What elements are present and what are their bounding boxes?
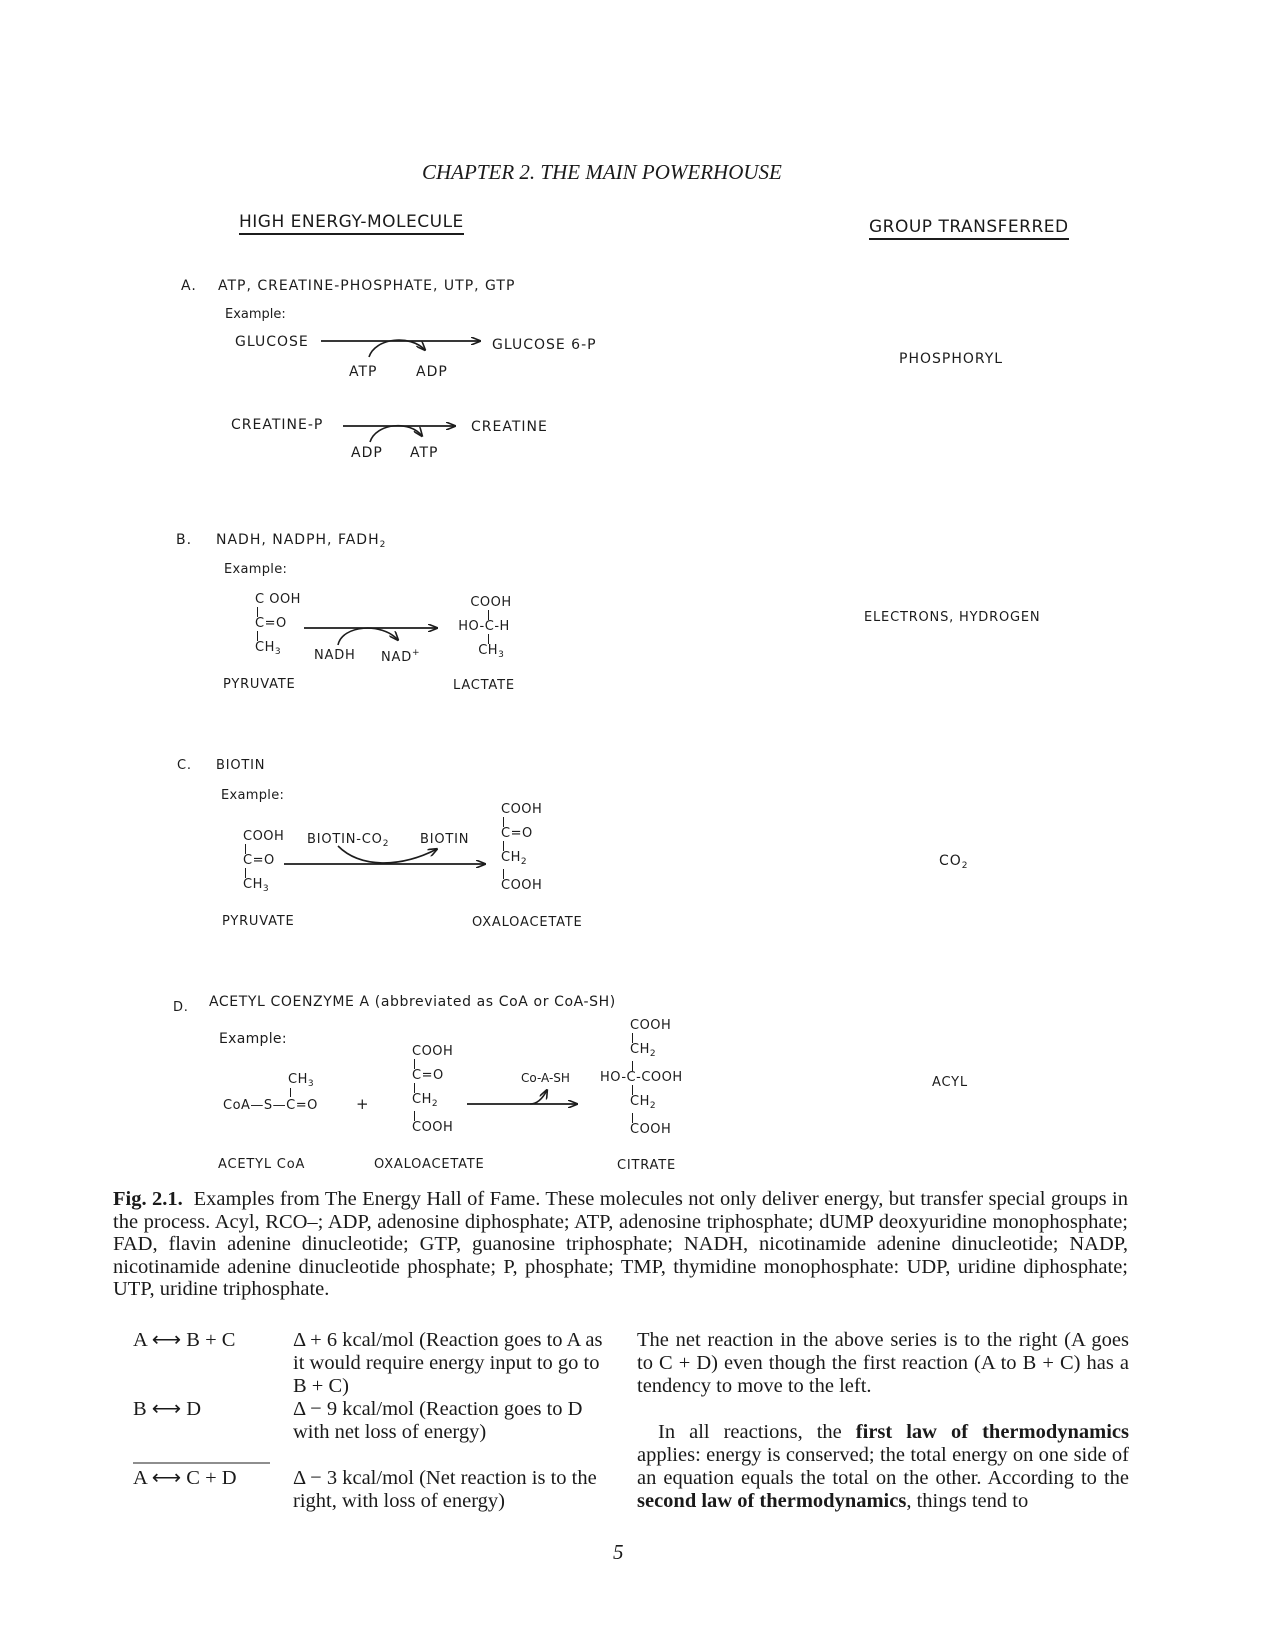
cofactor-atp-label-2: ATP [410,445,439,461]
cofactor-atp-label: ATP [349,364,378,380]
curve-atp-adp [369,340,425,357]
figure-caption [113,1188,1128,1301]
plus-sign: + [356,1095,370,1113]
second-law-term: second law of thermodynamics [637,1490,907,1512]
structure-line: COOH [501,878,543,893]
right-column-heading: GROUP TRANSFERRED [869,217,1069,240]
superscript: + [412,648,420,658]
subscript: 3 [262,884,269,894]
cofactor-nadh-label: NADH [314,648,356,663]
group-co2-text: CO [939,853,962,869]
structure-line: COOH [243,829,285,844]
page-number: 5 [613,1540,624,1564]
subscript: 2 [382,839,389,849]
figure-caption-text: Examples from The Energy Hall of Fame. These molecules not only deliver energy, but transfer special groups in the process. Acyl, RCO–; ADP, adenosine diphosphate; ATP, adenosine triphosphate; dUMP deoxyuridine monophosphate; FAD, flavin adenine dinucleotide; GTP, guanosine triphosphate; NADH, nicotinamide adenine dinucleotide; NADP, nicotinamide adenine dinucleotide phosphate; P, phosphate; TMP, thymidine monophosphate: UDP, uridine diphosphate; UTP, uridine triphosphate. [113,1188,1129,1300]
structure-text: CH [478,643,499,658]
subscript: 2 [961,861,968,871]
body-paragraph-2 [637,1421,1129,1513]
cofactor-nad-label [381,648,420,665]
first-law-term: first law of thermodynamics [855,1421,1129,1443]
section-b-molecules-text: NADH, NADPH, FADH [216,532,380,548]
acetyl-coa-structure: CoA—S—C=O [223,1098,318,1113]
structure-line [255,641,301,659]
cofactor-nad-text: NAD [381,650,413,665]
group-electrons-hydrogen: ELECTRONS, HYDROGEN [864,610,1041,625]
curve-nadh-nad [338,628,398,645]
section-c-letter: C. [177,758,192,773]
subscript: 2 [379,540,386,550]
equation-3-reaction: A ⟷ C + D [133,1467,237,1489]
structure-line: C=O [501,826,533,841]
citrate-structure [600,1019,683,1137]
cofactor-biotin-co2-text: BIOTIN-CO [307,832,383,847]
cofactor-adp-label-2: ADP [351,445,383,461]
structure-line [501,851,542,869]
cofactor-biotin-label: BIOTIN [420,832,470,847]
cofactor-coash-label: Co-A-SH [521,1071,570,1085]
structure-line: COOH [501,802,543,817]
group-phosphoryl: PHOSPHORYL [899,351,1004,367]
section-c-example-label: Example: [221,788,285,803]
subscript: 3 [274,647,281,657]
section-a-example-label: Example: [225,307,286,322]
structure-line: C OOH [255,592,301,607]
section-b-example-label: Example: [224,562,288,577]
subscript: 2 [431,1099,438,1109]
structure-line [243,878,284,896]
bond [290,1088,291,1097]
cofactor-biotin-co2-label [307,832,388,849]
structure-line [600,1043,683,1061]
equation-3-energy: Δ − 3 kcal/mol (Net reaction is to the right, with loss of energy) [293,1467,597,1512]
oxaloacetate-structure-d [412,1045,453,1135]
subscript: 2 [649,1049,656,1059]
para2-text: , things tend to [906,1490,1029,1512]
structure-text: CH [630,1042,650,1057]
subscript: 3 [498,650,504,660]
section-b-letter: B. [176,532,193,548]
creatine-p-label: CREATINE-P [231,417,324,433]
structure-line: COOH [630,1122,672,1137]
structure-line: COOH [412,1044,454,1059]
structure-text: CH [243,877,263,892]
subscript: 2 [649,1101,656,1111]
figure-label: Fig. 2.1. [113,1188,183,1210]
acetyl-coa-name: ACETYL CoA [218,1157,306,1172]
group-acyl: ACYL [932,1075,968,1090]
citrate-name: CITRATE [617,1158,676,1173]
oxaloacetate-structure-c [501,803,542,893]
chapter-title: CHAPTER 2. THE MAIN POWERHOUSE [422,160,782,184]
cofactor-adp-label: ADP [416,364,448,380]
structure-text: CH [255,640,275,655]
curve-coash [530,1090,547,1104]
body-paragraph-1: The net reaction in the above series is to the right (A goes to C + D) even though the first reaction (A to B + C) has a tendency to move to the left. [637,1329,1129,1397]
structure-line: HO-C-H [458,619,510,634]
structure-line: COOH [630,1018,672,1033]
equation-1-reaction: A ⟷ B + C [133,1329,236,1351]
structure-line: C=O [243,853,275,868]
structure-text: CH [412,1092,432,1107]
structure-line: C=O [255,616,287,631]
para2-text: In all reactions, the [658,1421,856,1443]
structure-line [600,1095,683,1113]
curve-adp-atp [370,426,422,442]
section-a-molecules: ATP, CREATINE-PHOSPHATE, UTP, GTP [218,278,516,294]
para2-text: applies: energy is conserved; the total energy on one side of an equation equals the total on the other. According to the [637,1444,1129,1489]
section-d-example-label: Example: [219,1031,287,1047]
oxaloacetate-name-d: OXALOACETATE [374,1157,485,1172]
structure-line: C=O [412,1068,444,1083]
section-a-letter: A. [181,278,197,294]
subscript: 2 [520,857,527,867]
pyruvate-name-c: PYRUVATE [222,914,295,929]
structure-text: CH [630,1094,650,1109]
structure-text: CH [501,850,521,865]
pyruvate-structure-c [243,830,284,896]
pyruvate-structure [255,593,301,659]
structure-line [449,644,519,662]
section-d-molecules: ACETYL COENZYME A (abbreviated as CoA or CoA-SH) [209,994,616,1010]
lactate-name: LACTATE [453,678,515,693]
glucose-6p-label: GLUCOSE 6-P [492,337,597,353]
acetyl-methyl [288,1073,314,1091]
equation-2-energy: Δ − 9 kcal/mol (Reaction goes to D with net loss of energy) [293,1398,583,1443]
structure-line: COOH [470,595,512,610]
structure-line: COOH [412,1120,454,1135]
oxaloacetate-name-c: OXALOACETATE [472,915,583,930]
section-c-molecules: BIOTIN [216,758,266,773]
equation-2-reaction: B ⟷ D [133,1398,202,1420]
left-column-heading: HIGH ENERGY-MOLECULE [239,212,464,235]
section-b-molecules [216,532,385,550]
structure-text: CH [288,1072,308,1087]
structure-line [412,1093,453,1111]
glucose-label: GLUCOSE [235,334,309,350]
section-d-letter: D. [173,1000,189,1015]
creatine-label: CREATINE [471,419,548,435]
structure-line: HO-C-COOH [600,1070,683,1085]
group-co2 [939,853,968,871]
lactate-structure [449,596,519,662]
equation-1-energy: Δ + 6 kcal/mol (Reaction goes to A as it would require energy input to go to B + C) [293,1329,603,1397]
subscript: 3 [307,1079,314,1089]
pyruvate-name: PYRUVATE [223,677,296,692]
